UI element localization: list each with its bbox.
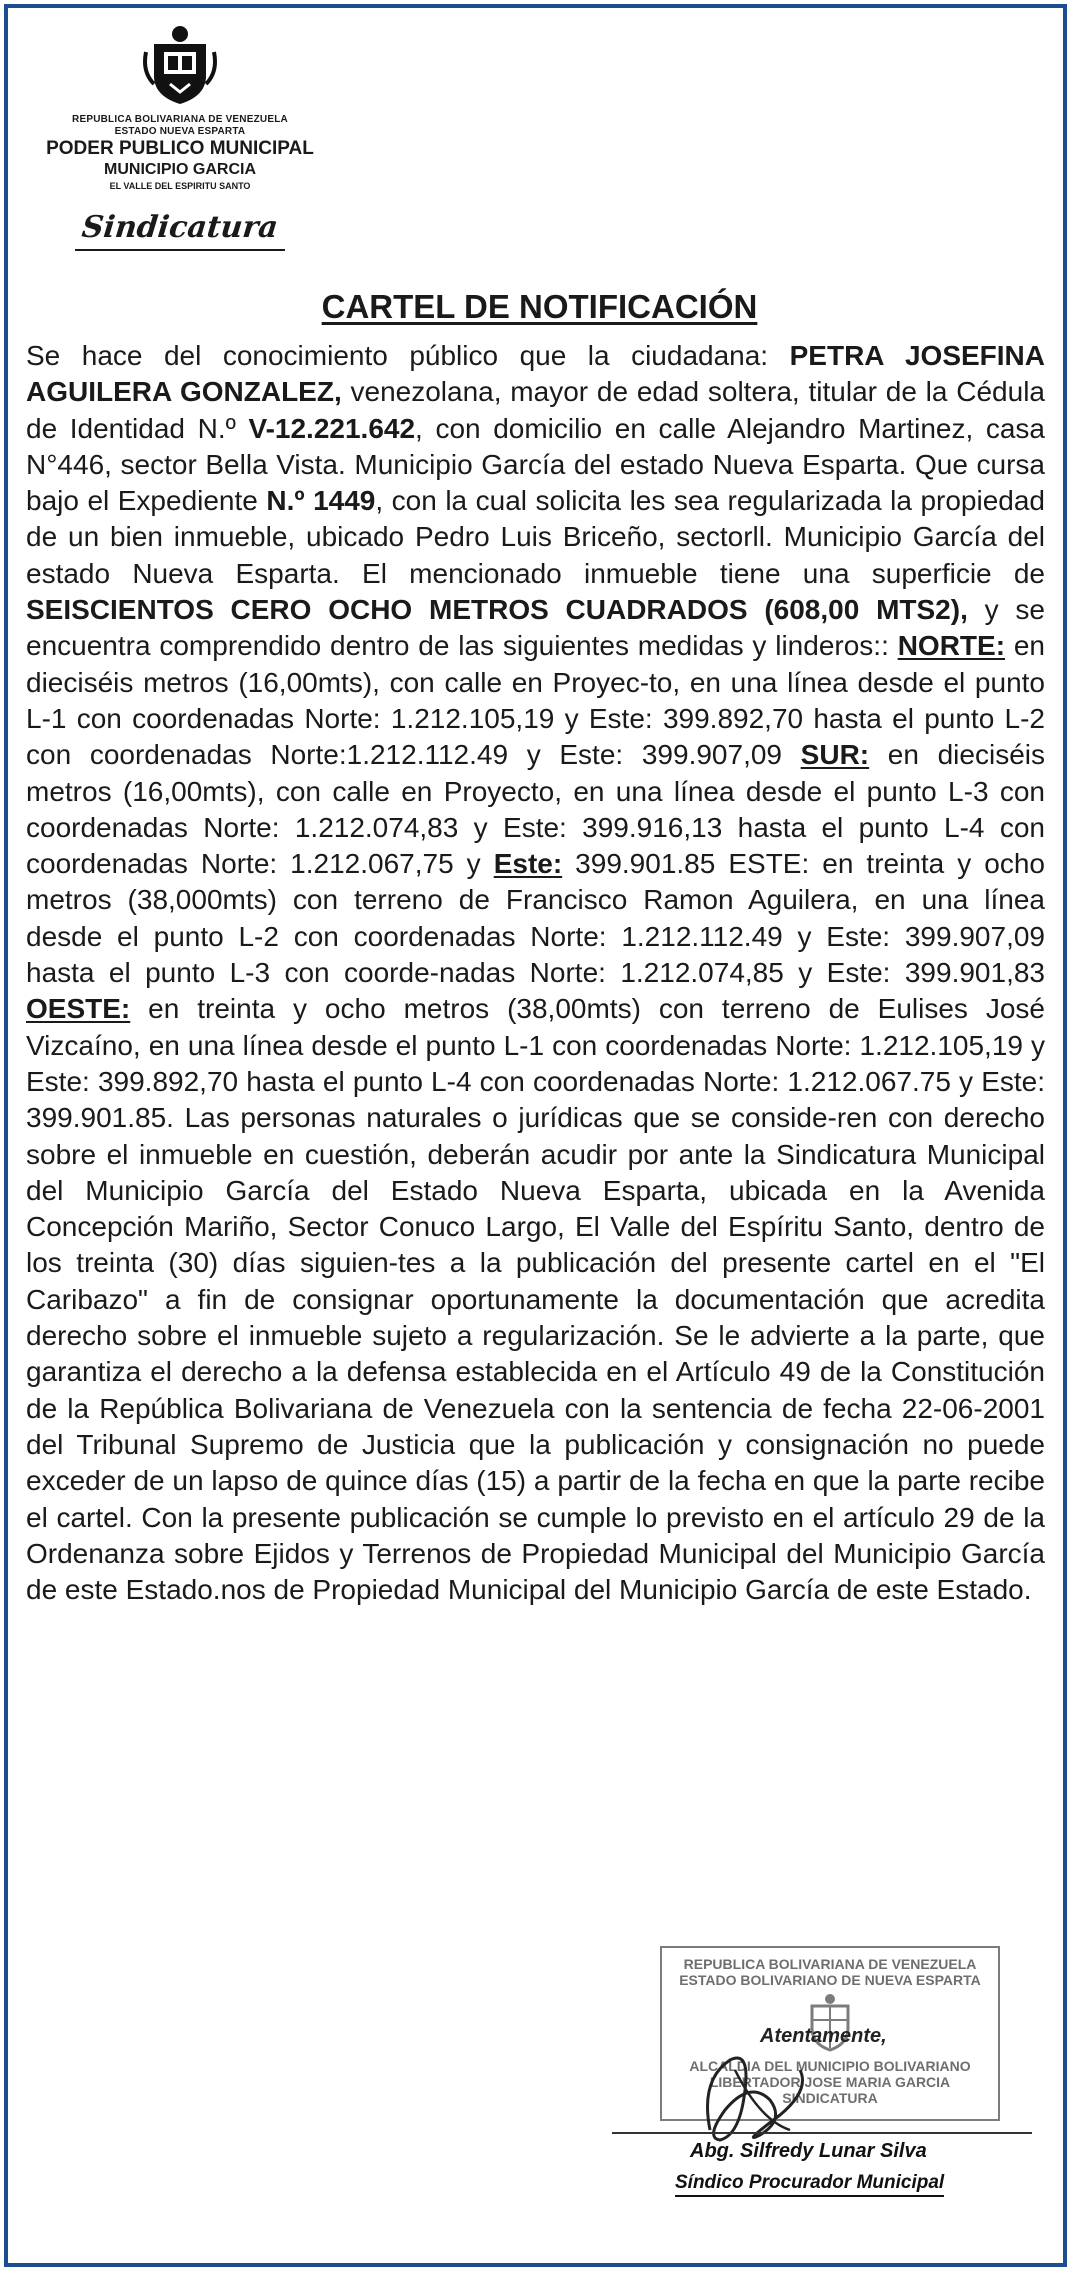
north-boundary-label: NORTE:: [897, 630, 1006, 662]
closing-text: Atentamente,: [760, 2025, 887, 2047]
citizen-name: PETRA JOSEFINA AGUILERA GONZALEZ,: [26, 340, 1045, 408]
stamp-line-republic: REPUBLICA BOLIVARIANA DE VENEZUELA: [683, 1956, 977, 1972]
body-text: , con la cual solicita les sea regularizada la propiedad de un bien inmueble, ubicado Pedro Luis Briceño, sectorll. Municipio García del estado Nueva Esparta. El mencionado inmueble tiene una superficie de: [26, 485, 1045, 589]
stamp-line-office: SINDICATURA: [782, 2090, 878, 2106]
notice-body: [26, 338, 1045, 1608]
body-text: , con domicilio en calle Alejandro Martinez, casa N°446, sector Bella Vista. Municipio García del estado Nueva Esparta. Que cursa bajo el Expediente: [26, 412, 1046, 517]
body-text: venezolana, mayor de edad soltera, titular de la Cédula de Identidad N.º: [26, 376, 1045, 444]
header-municipality: MUNICIPIO GARCIA: [104, 161, 256, 178]
file-number: N.º 1449: [266, 485, 376, 517]
letterhead: [40, 22, 320, 251]
page-title: CARTEL DE NOTIFICACIÓN: [321, 288, 758, 325]
stamp-line-state: ESTADO BOLIVARIANO DE NUEVA ESPARTA: [679, 1972, 981, 1988]
stamp-line-municipality: LIBERTADOR JOSE MARIA GARCIA: [709, 2074, 951, 2090]
stamp-line-mayoralty: ALCALDIA DEL MUNICIPIO BOLIVARIANO: [689, 2058, 971, 2074]
header-public-power: PODER PUBLICO MUNICIPAL: [46, 138, 314, 159]
municipal-crest-icon: [140, 22, 220, 106]
body-text: 399.901.85 ESTE: en treinta y ocho metros (38,000mts) con terreno de Francisco Ramon Aguilera, en una línea desde el punto L-2 con coordenadas Norte: 1.212.112.49 y Este: 399.907,09 hasta el punto L-3 con coorde-nadas Norte: 1.212.074,85 y Este: 399.901,83: [26, 848, 1045, 989]
body-text: en dieciséis metros (16,00mts), con calle en Proyec-to, en una línea desde el punto L-1 con coordenadas Norte: 1.212.105,19 y Este: 399.892,70 hasta el punto L-2 con coordenadas Norte:1.212.112.49 y Este: 399.907,09: [26, 630, 1045, 771]
south-boundary-label: SUR:: [800, 739, 870, 771]
body-text: en treinta y ocho metros (38,00mts) con terreno de Eulises José Vizcaíno, en una línea desde el punto L-1 con coordenadas Norte: 1.212.105,19 y Este: 399.892,70 hasta el punto L-4 con coordenadas Norte: 1.212.067.75 y Este: 399.901.85. Las personas naturales o jurídicas que se conside-ren con derecho sobre el inmueble en cuestión, deberán acudir por ante la Sindicatura Municipal del Municipio García del Estado Nueva Esparta, ubicada en la Avenida Concepción Mariño, Sector Conuco Largo, El Valle del Espíritu Santo, dentro de los treinta (30) días siguien-tes a la publicación del presente cartel en el "El Caribazo" a fin de consignar oportunamente la documentación que acredita derecho sobre el inmueble sujeto a regularización. Se le advierte a la parte, que garantiza el derecho a la defensa establecida en el Artículo 49 de la Constitución de la República Bolivariana de Venezuela con la sentencia de fecha 22-06-2001 del Tribunal Supremo de Justicia que la publicación y consignación no puede exceder de un lapso de quince días (15) a partir de la fecha en que la parte recibe el cartel. Con la presente publicación se cumple lo previsto en el artículo 29 de la Ordenanza sobre Ejidos y Terrenos de Propiedad Municipal del Municipio García de este Estado.nos de Propiedad Municipal del Municipio García de este Estado.: [26, 993, 1045, 1606]
signature-line: [612, 2132, 1032, 2134]
east-boundary-label: Este:: [493, 848, 563, 880]
id-number: V-12.221.642: [248, 412, 416, 444]
surface-area: SEISCIENTOS CERO OCHO METROS CUADRADOS (608,00 MTS2),: [26, 594, 968, 626]
signer-title: Síndico Procurador Municipal: [675, 2172, 944, 2197]
header-state: ESTADO NUEVA ESPARTA: [114, 126, 246, 137]
body-text: Se hace del conocimiento público que la ciudadana:: [26, 340, 790, 371]
header-republic: REPUBLICA BOLIVARIANA DE VENEZUELA: [72, 114, 288, 125]
west-boundary-label: OESTE:: [26, 993, 131, 1025]
office-name: Sindicatura: [80, 210, 280, 245]
header-town: EL VALLE DEL ESPIRITU SANTO: [109, 181, 251, 191]
office-underline: [75, 249, 285, 251]
body-text: y se encuentra comprendido dentro de las siguientes medidas y linderos::: [26, 594, 1045, 662]
signer-name: Abg. Silfredy Lunar Silva: [690, 2140, 927, 2162]
body-text: en dieciséis metros (16,00mts), con calle en Proyecto, en una línea desde el punto L-3 con coordenadas Norte: 1.212.074,83 y Este: 399.916,13 hasta el punto L-4 con coordenadas Norte: 1.212.067,75 y: [26, 739, 1045, 880]
